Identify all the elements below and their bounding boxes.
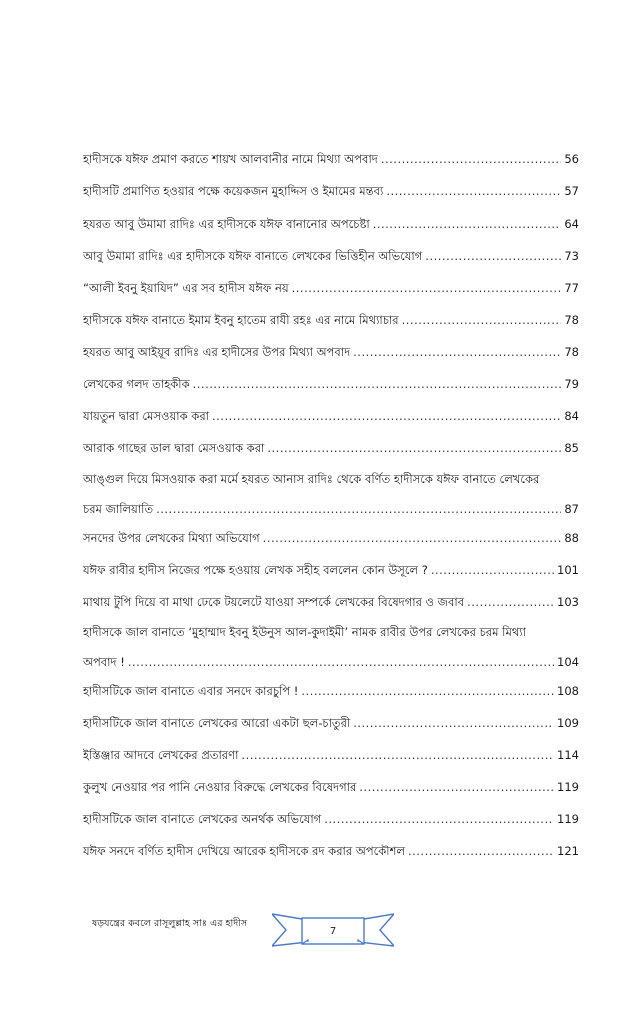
toc-entry[interactable] — [83, 683, 579, 699]
toc-entry[interactable] — [83, 280, 579, 296]
toc-entry[interactable] — [83, 151, 579, 167]
toc-entry-page: 114 — [557, 748, 579, 762]
toc-entry-page: 78 — [564, 345, 579, 359]
toc-entry[interactable] — [83, 376, 579, 392]
toc-entry-page: 121 — [557, 844, 579, 858]
toc-entry-page: 64 — [564, 217, 579, 231]
leader-dots — [128, 654, 554, 670]
footer-book-title: ষড়যন্ত্রের কবলে রাসূলুল্লাহ সাঃ এর হাদীস — [92, 918, 248, 929]
toc-entry-title: সনদের উপর লেখকের মিথ্যা অভিযোগ — [83, 531, 260, 545]
leader-dots — [353, 715, 554, 731]
toc-entry-page: 84 — [564, 409, 579, 423]
toc-entry-page: 88 — [564, 531, 579, 545]
toc-entry[interactable] — [83, 408, 579, 424]
toc-entry-page: 77 — [564, 281, 579, 295]
toc-entry[interactable] — [83, 248, 579, 264]
toc-entry[interactable] — [83, 843, 579, 859]
toc-entry-title: হাদীসকে যঈফ প্রমাণ করতে শায়খ আলবানীর নামে মিথ্যা অপবাদ — [83, 152, 378, 166]
leader-dots — [373, 216, 562, 232]
toc-entry-title: অপবাদ ! — [83, 655, 125, 669]
leader-dots — [301, 683, 554, 699]
toc-entry[interactable] — [83, 344, 579, 360]
toc-entry-title: হাদীসটিকে জাল বানাতে লেখকের অনর্থক অভিযোগ — [83, 812, 322, 826]
toc-entry-title: হাদীসটিকে জাল বানাতে লেখকের আরো একটা ছল-চাতুরী — [83, 716, 351, 730]
toc-entry-title: ইস্তিঞ্জার আদবে লেখকের প্রতারণা — [83, 748, 239, 762]
toc-entry[interactable] — [83, 715, 579, 731]
toc-entry-title: হাদীসটিকে জাল বানাতে এবার সনদে কারচুপি ! — [83, 684, 299, 698]
leader-dots — [359, 779, 554, 795]
toc-entry-page: 104 — [557, 655, 579, 669]
toc-entry-title: হযরত আবু উমামা রাদিঃ এর হাদীসকে যঈফ বানানোর অপচেষ্টা — [83, 217, 370, 231]
toc-entry-page: 108 — [557, 684, 579, 698]
toc-entry[interactable] — [83, 811, 579, 827]
toc-entry-title: “আলী ইবনু ইয়াযিদ” এর সব হাদীস যঈফ নয় — [83, 281, 289, 295]
toc-entry-title: হাদীসটি প্রমাণিত হওয়ার পক্ষে কয়েকজন মুহাদ্দিস ও ইমামের মন্তব্য — [83, 184, 384, 198]
toc-entry[interactable] — [83, 440, 579, 456]
toc-entry[interactable] — [83, 312, 579, 328]
toc-entry-page: 57 — [564, 184, 579, 198]
toc-entry-title: লেখকের গলদ তাহকীক — [83, 377, 190, 391]
toc-entry-title: হাদীসকে যঈফ বানাতে ইমাম ইবনু হাতেম রাযী রহঃ এর নামে মিথ্যাচার — [83, 313, 399, 327]
toc-entry-page: 119 — [557, 812, 579, 826]
toc-entry-page: 79 — [564, 377, 579, 391]
leader-dots — [353, 344, 561, 360]
leader-dots — [292, 280, 562, 296]
toc-entry-page: 103 — [557, 595, 579, 609]
toc-entry-title: চরম জালিয়াতি — [83, 502, 154, 516]
toc-entry[interactable] — [83, 216, 579, 232]
toc-entry-page: 73 — [564, 249, 579, 263]
leader-dots — [408, 843, 554, 859]
toc-entry-page: 78 — [564, 313, 579, 327]
toc-entry-page: 85 — [564, 441, 579, 455]
toc-entry-title: মাথায় টুপি দিয়ে বা মাথা ঢেকে টয়লেটে যাওয়া সম্পর্কে লেখকের বিষেদগার ও জবাব — [83, 595, 465, 609]
leader-dots — [241, 747, 554, 763]
toc-entry-page: 101 — [557, 563, 579, 577]
toc-entry-title: যায়তুন দ্বারা মেসওয়াক করা — [83, 409, 209, 423]
toc-entry-title-line1: আঙ্গুল দিয়ে মিসওয়াক করা মর্মে হযরত আনাস রাদিঃ থেকে বর্ণিত হাদীসকে যঈফ বানাতে লেখকের — [83, 472, 540, 486]
toc-entry[interactable] — [83, 562, 579, 578]
leader-dots — [431, 562, 554, 578]
toc-entry-page: 56 — [564, 152, 579, 166]
toc-entry-page: 87 — [564, 502, 579, 516]
toc-entry[interactable] — [83, 747, 579, 763]
toc-entry[interactable] — [83, 471, 579, 517]
leader-dots — [467, 594, 554, 610]
leader-dots — [193, 376, 562, 392]
toc-entry-title: যঈফ সনদে বর্ণিত হাদীস দেখিয়ে আরেক হাদীসকে রদ করার অপকৌশল — [83, 844, 405, 858]
toc-entry-title: হযরত আবু আইয়ূব রাদিঃ এর হাদীসের উপর মিথ্যা অপবাদ — [83, 345, 351, 359]
toc-entry-title-line1: হাদীসকে জাল বানাতে ‘মুহাম্মাদ ইবনু ইউনুস আল-কুদাইমী’ নামক রাবীর উপর লেখকের চরম মিথ্যা — [83, 625, 526, 639]
leader-dots — [156, 501, 561, 517]
leader-dots — [267, 440, 561, 456]
leader-dots — [263, 530, 562, 546]
toc-entry[interactable] — [83, 624, 579, 670]
toc-entry-title: কুলুখ নেওয়ার পর পানি নেওয়ার বিরুদ্ধে লেখকের বিষেদগার — [83, 780, 357, 794]
leader-dots — [324, 811, 554, 827]
toc-entry-page: 109 — [557, 716, 579, 730]
leader-dots — [402, 312, 562, 328]
toc-entry[interactable] — [83, 594, 579, 610]
toc-entry-title: যঈফ রাবীর হাদীস নিজের পক্ষে হওয়ায় লেখক সহীহ বললেন কোন উসূলে ? — [83, 563, 428, 577]
toc-entry[interactable] — [83, 530, 579, 546]
toc-entry-title: আরাক গাছের ডাল দ্বারা মেসওয়াক করা — [83, 441, 265, 455]
leader-dots — [381, 151, 562, 167]
toc-entry-title: আবু উমামা রাদিঃ এর হাদীসকে যঈফ বানাতে লেখকের ভিত্তিহীন অভিযোগ — [83, 249, 423, 263]
toc-entry-page: 119 — [557, 780, 579, 794]
leader-dots — [425, 248, 561, 264]
leader-dots — [386, 183, 561, 199]
toc-entry[interactable] — [83, 779, 579, 795]
page-number: 7 — [329, 926, 337, 937]
leader-dots — [212, 408, 561, 424]
toc-entry[interactable] — [83, 183, 579, 199]
